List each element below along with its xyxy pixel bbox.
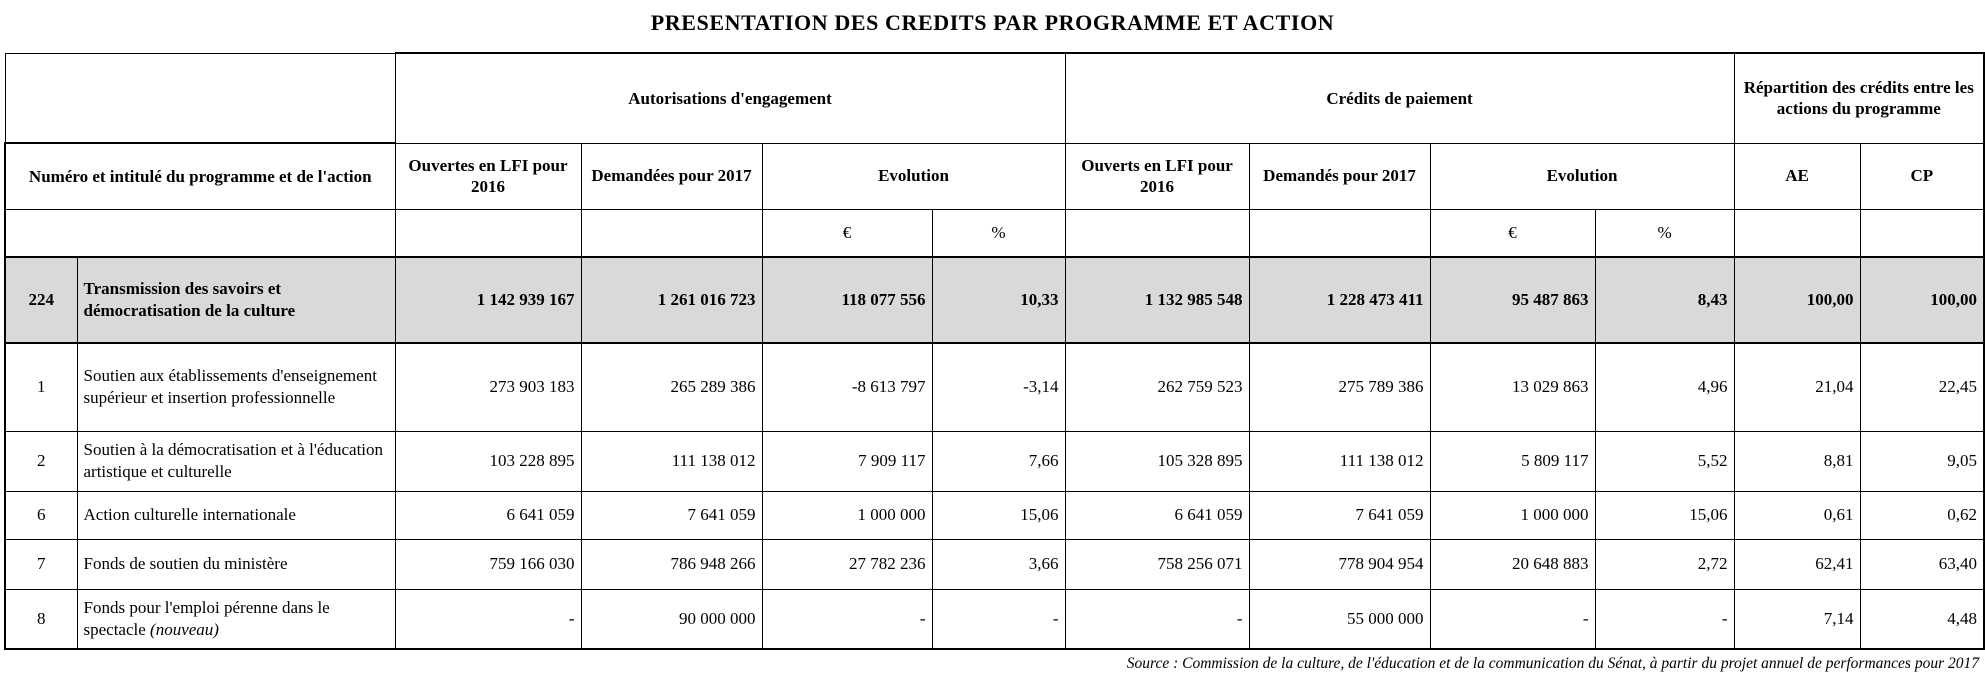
- empty-cell: [395, 209, 581, 257]
- cell-cp-evolution-percent: -: [1595, 589, 1734, 649]
- cell-ae-evolution-euro: 118 077 556: [762, 257, 932, 343]
- cell-cp-demandes: 7 641 059: [1249, 491, 1430, 539]
- cell-ae-demandees: 265 289 386: [581, 343, 762, 431]
- empty-cell: [1860, 209, 1984, 257]
- cell-cp-lfi: 262 759 523: [1065, 343, 1249, 431]
- cell-cp-evolution-percent: 5,52: [1595, 431, 1734, 491]
- program-label-text: Fonds pour l'emploi pérenne dans le spectacle: [83, 597, 330, 639]
- cell-repartition-cp: 0,62: [1860, 491, 1984, 539]
- header-group-repartition: Répartition des crédits entre les actions du programme: [1734, 53, 1984, 143]
- table-row-program-224: [5, 257, 1984, 343]
- cell-ae-demandees: 90 000 000: [581, 589, 762, 649]
- header-cp-ouverts-lfi-2016: Ouverts en LFI pour 2016: [1065, 143, 1249, 209]
- program-label: [77, 589, 395, 649]
- cell-ae-demandees: 1 261 016 723: [581, 257, 762, 343]
- table-row-action-7: [5, 539, 1984, 589]
- header-ae-evolution-euro: €: [762, 209, 932, 257]
- page-title: PRESENTATION DES CREDITS PAR PROGRAMME ET ACTION: [650, 10, 1335, 35]
- cell-ae-lfi: 759 166 030: [395, 539, 581, 589]
- header-cp-evolution-euro: €: [1430, 209, 1595, 257]
- cell-ae-evolution-percent: 3,66: [932, 539, 1065, 589]
- cell-cp-evolution-percent: 8,43: [1595, 257, 1734, 343]
- header-ae-ouvertes-lfi-2016: Ouvertes en LFI pour 2016: [395, 143, 581, 209]
- cell-repartition-cp: 63,40: [1860, 539, 1984, 589]
- corner-empty-cell: [5, 53, 395, 143]
- cell-cp-evolution-percent: 2,72: [1595, 539, 1734, 589]
- program-number: 1: [5, 343, 77, 431]
- program-label: Fonds de soutien du ministère: [77, 539, 395, 589]
- program-number: 224: [5, 257, 77, 343]
- cell-ae-lfi: -: [395, 589, 581, 649]
- cell-repartition-cp: 22,45: [1860, 343, 1984, 431]
- program-number: 2: [5, 431, 77, 491]
- program-number: 6: [5, 491, 77, 539]
- program-label: Soutien aux établissements d'enseignement supérieur et insertion professionnelle: [77, 343, 395, 431]
- cell-ae-evolution-euro: 27 782 236: [762, 539, 932, 589]
- header-group-autorisations-engagement: Autorisations d'engagement: [395, 53, 1065, 143]
- cell-ae-demandees: 111 138 012: [581, 431, 762, 491]
- cell-repartition-cp: 9,05: [1860, 431, 1984, 491]
- cell-repartition-ae: 0,61: [1734, 491, 1860, 539]
- cell-cp-lfi: 105 328 895: [1065, 431, 1249, 491]
- cell-ae-evolution-euro: 7 909 117: [762, 431, 932, 491]
- program-label: Soutien à la démocratisation et à l'éducation artistique et culturelle: [77, 431, 395, 491]
- empty-cell: [581, 209, 762, 257]
- empty-cell: [1734, 209, 1860, 257]
- header-units-row: [5, 209, 1984, 257]
- cell-repartition-ae: 8,81: [1734, 431, 1860, 491]
- cell-cp-evolution-euro: 20 648 883: [1430, 539, 1595, 589]
- program-number: 7: [5, 539, 77, 589]
- cell-ae-evolution-percent: -3,14: [932, 343, 1065, 431]
- table-row-action-2: [5, 431, 1984, 491]
- table-row-action-1: [5, 343, 1984, 431]
- cell-ae-evolution-percent: 10,33: [932, 257, 1065, 343]
- cell-ae-lfi: 6 641 059: [395, 491, 581, 539]
- cell-ae-evolution-euro: -: [762, 589, 932, 649]
- cell-cp-lfi: -: [1065, 589, 1249, 649]
- cell-cp-lfi: 6 641 059: [1065, 491, 1249, 539]
- cell-ae-lfi: 273 903 183: [395, 343, 581, 431]
- program-number: 8: [5, 589, 77, 649]
- cell-ae-evolution-percent: 7,66: [932, 431, 1065, 491]
- cell-repartition-ae: 7,14: [1734, 589, 1860, 649]
- table-row-action-6: [5, 491, 1984, 539]
- cell-ae-lfi: 103 228 895: [395, 431, 581, 491]
- cell-ae-demandees: 786 948 266: [581, 539, 762, 589]
- cell-cp-evolution-percent: 15,06: [1595, 491, 1734, 539]
- empty-cell: [1249, 209, 1430, 257]
- cell-cp-lfi: 758 256 071: [1065, 539, 1249, 589]
- cell-cp-lfi: 1 132 985 548: [1065, 257, 1249, 343]
- header-ae-evolution-percent: %: [932, 209, 1065, 257]
- cell-ae-evolution-percent: 15,06: [932, 491, 1065, 539]
- cell-ae-evolution-percent: -: [932, 589, 1065, 649]
- cell-repartition-ae: 21,04: [1734, 343, 1860, 431]
- cell-cp-evolution-percent: 4,96: [1595, 343, 1734, 431]
- source-note: Source : Commission de la culture, de l'éducation et de la communication du Sénat, à partir du projet annuel de performances pour 2017: [1126, 655, 1979, 672]
- cell-repartition-ae: 62,41: [1734, 539, 1860, 589]
- table-row-action-8: [5, 589, 1984, 649]
- page: [4, 0, 1981, 673]
- header-repartition-cp: CP: [1860, 143, 1984, 209]
- cell-repartition-cp: 100,00: [1860, 257, 1984, 343]
- header-ae-demandees-2017: Demandées pour 2017: [581, 143, 762, 209]
- header-cp-demandes-2017: Demandés pour 2017: [1249, 143, 1430, 209]
- cell-cp-demandes: 111 138 012: [1249, 431, 1430, 491]
- cell-ae-lfi: 1 142 939 167: [395, 257, 581, 343]
- empty-cell: [1065, 209, 1249, 257]
- cell-cp-demandes: 275 789 386: [1249, 343, 1430, 431]
- cell-cp-demandes: 55 000 000: [1249, 589, 1430, 649]
- cell-cp-evolution-euro: 1 000 000: [1430, 491, 1595, 539]
- program-label: Transmission des savoirs et démocratisation de la culture: [77, 257, 395, 343]
- header-program: Numéro et intitulé du programme et de l'action: [5, 143, 395, 209]
- header-group-credits-paiement: Crédits de paiement: [1065, 53, 1734, 143]
- cell-ae-demandees: 7 641 059: [581, 491, 762, 539]
- program-label-nouveau: (nouveau): [150, 619, 219, 639]
- program-label: Action culturelle internationale: [77, 491, 395, 539]
- cell-cp-demandes: 778 904 954: [1249, 539, 1430, 589]
- cell-cp-demandes: 1 228 473 411: [1249, 257, 1430, 343]
- cell-repartition-ae: 100,00: [1734, 257, 1860, 343]
- cell-cp-evolution-euro: -: [1430, 589, 1595, 649]
- cell-repartition-cp: 4,48: [1860, 589, 1984, 649]
- cell-cp-evolution-euro: 95 487 863: [1430, 257, 1595, 343]
- cell-cp-evolution-euro: 5 809 117: [1430, 431, 1595, 491]
- header-group-row: [5, 53, 1984, 143]
- header-ae-evolution: Evolution: [762, 143, 1065, 209]
- cell-ae-evolution-euro: 1 000 000: [762, 491, 932, 539]
- credits-table: [4, 52, 1985, 650]
- cell-cp-evolution-euro: 13 029 863: [1430, 343, 1595, 431]
- header-columns-row: [5, 143, 1984, 209]
- empty-cell: [5, 209, 395, 257]
- header-repartition-ae: AE: [1734, 143, 1860, 209]
- cell-ae-evolution-euro: -8 613 797: [762, 343, 932, 431]
- header-cp-evolution-percent: %: [1595, 209, 1734, 257]
- header-cp-evolution: Evolution: [1430, 143, 1734, 209]
